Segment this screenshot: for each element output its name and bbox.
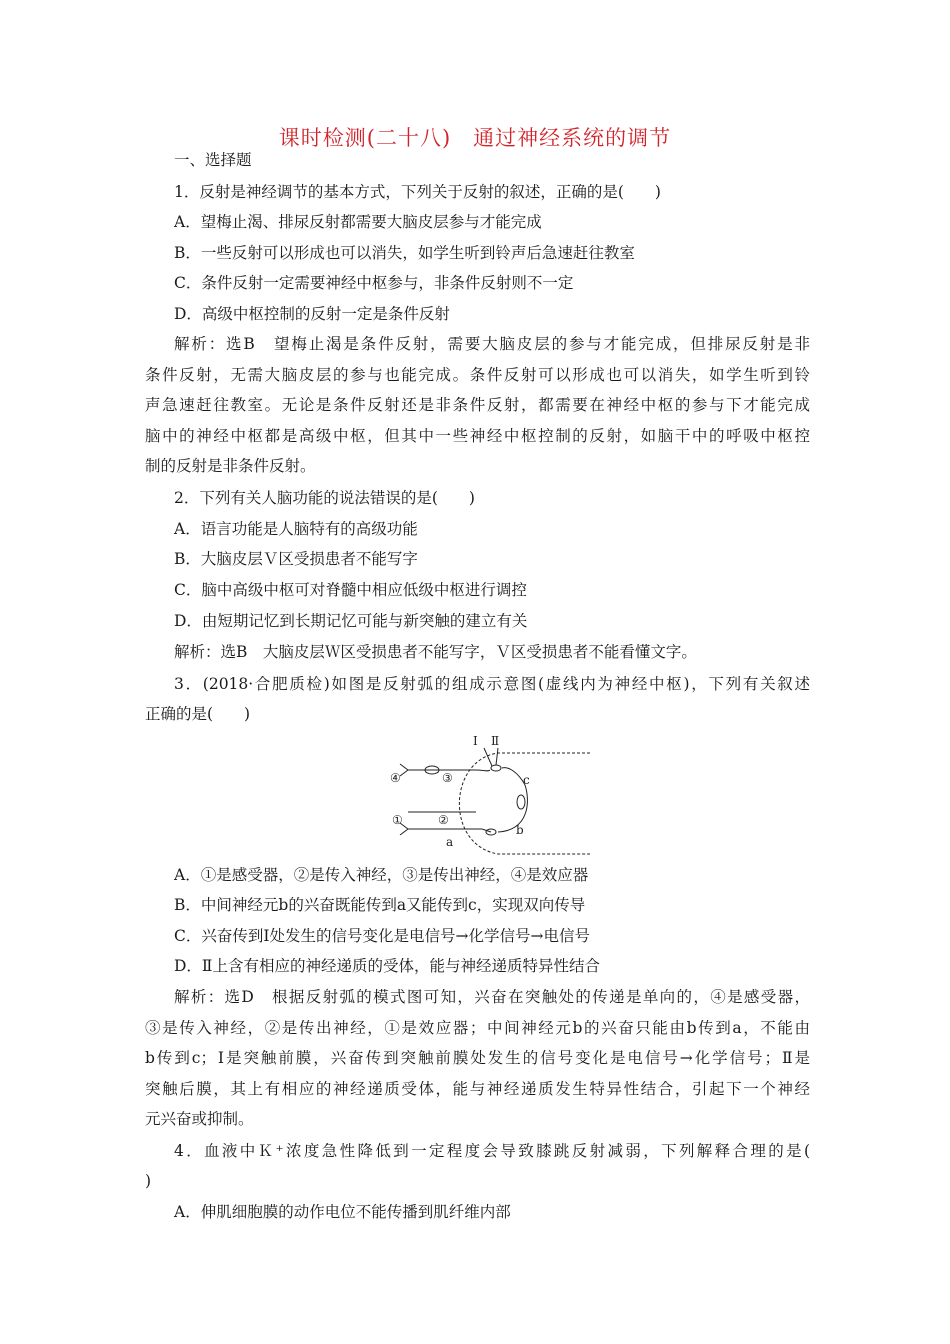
label-c: c [523, 773, 530, 787]
label-b: b [516, 823, 524, 837]
question-2-stem: 2．下列有关人脑功能的说法错误的是( ) [174, 489, 475, 507]
label-a: a [446, 835, 454, 849]
question-1-stem: 1．反射是神经调节的基本方式，下列关于反射的叙述，正确的是( ) [174, 183, 661, 201]
question-3-stem: 3．(2018·合肥质检)如图是反射弧的组成示意图(虚线内为神经中枢)，下列有关叙述 [174, 675, 810, 693]
question-3-option-d: D．Ⅱ上含有相应的神经递质的受体，能与神经递质特异性结合 [174, 957, 600, 975]
question-1-option-c: C．条件反射一定需要神经中枢参与，非条件反射则不一定 [174, 274, 574, 292]
section-heading: 一、选择题 [174, 151, 252, 169]
label-3: ③ [442, 771, 453, 785]
label-pointer [496, 748, 498, 765]
question-1-analysis: 解析：选B 望梅止渴是条件反射，需要大脑皮层的参与才能完成，但排尿反射是非 [174, 335, 810, 353]
label-4: ④ [390, 771, 401, 785]
question-1-option-a: A．望梅止渴、排尿反射都需要大脑皮层参与才能完成 [174, 213, 542, 231]
question-3-option-b: B．中间神经元b的兴奋既能传到a又能传到c，实现双向传导 [174, 896, 586, 914]
question-3-analysis: 解析：选D 根据反射弧的模式图可知，兴奋在突触处的传递是单向的，④是感受器， [174, 988, 810, 1006]
label-synapse-pre: Ⅰ [473, 734, 478, 748]
neuron-body [491, 765, 501, 771]
page-title: 课时检测(二十八) 通过神经系统的调节 [278, 126, 672, 150]
reflex-arc-diagram [390, 730, 590, 856]
question-2-option-a: A．语言功能是人脑特有的高级功能 [174, 520, 418, 538]
question-2-option-c: C．脑中高级中枢可对脊髓中相应低级中枢进行调控 [174, 581, 527, 599]
question-1-analysis: 脑中的神经中枢都是高级中枢，但其中一些神经中枢控制的反射，如脑干中的呼吸中枢控 [145, 427, 810, 445]
question-3-option-a: A．①是感受器，②是传入神经，③是传出神经，④是效应器 [174, 866, 589, 884]
question-3-analysis: ③是传入神经，②是传出神经，①是效应器；中间神经元b的兴奋只能由b传到a，不能由 [145, 1019, 810, 1037]
question-1-option-d: D．高级中枢控制的反射一定是条件反射 [174, 305, 450, 323]
question-1-analysis: 声急速赶往教室。无论是条件反射还是非条件反射，都需要在神经中枢的参与下才能完成 [145, 396, 810, 414]
label-2: ② [438, 813, 449, 827]
question-4-stem: 4．血液中Ｋ⁺浓度急性降低到一定程度会导致膝跳反射减弱，下列解释合理的是( [174, 1142, 810, 1160]
question-2-option-b: B．大脑皮层Ｖ区受损患者不能写字 [174, 550, 418, 568]
question-1-analysis: 制的反射是非条件反射。 [145, 457, 316, 475]
question-3-option-c: C．兴奋传到Ⅰ处发生的信号变化是电信号→化学信号→电信号 [174, 927, 590, 945]
label-1: ① [392, 813, 403, 827]
effector-branch [400, 764, 408, 776]
question-4-stem: ) [145, 1172, 152, 1190]
question-3-analysis: b传到c；Ⅰ是突触前膜，兴奋传到突触前膜处发生的信号变化是电信号→化学信号；Ⅱ是 [145, 1049, 810, 1067]
question-2-option-d: D．由短期记忆到长期记忆可能与新突触的建立有关 [174, 612, 528, 630]
question-3-analysis: 突触后膜，其上有相应的神经递质受体，能与神经递质发生特异性结合，引起下一个神经 [145, 1080, 810, 1098]
question-1-option-b: B．一些反射可以形成也可以消失，如学生听到铃声后急速赶往教室 [174, 244, 635, 262]
neuron-body [517, 795, 525, 809]
question-4-option-a: A．伸肌细胞膜的动作电位不能传播到肌纤维内部 [174, 1203, 511, 1221]
question-2-analysis: 解析：选B 大脑皮层Ｗ区受损患者不能写字，Ｖ区受损患者不能看懂文字。 [174, 643, 697, 661]
question-1-analysis: 条件反射，无需大脑皮层的参与也能完成。条件反射可以形成也可以消失，如学生听到铃 [145, 366, 810, 384]
interneuron-path [502, 768, 525, 785]
question-3-stem: 正确的是( ) [145, 705, 251, 723]
label-synapse-post: Ⅱ [491, 734, 500, 748]
question-3-analysis: 元兴奋或抑制。 [145, 1110, 254, 1128]
